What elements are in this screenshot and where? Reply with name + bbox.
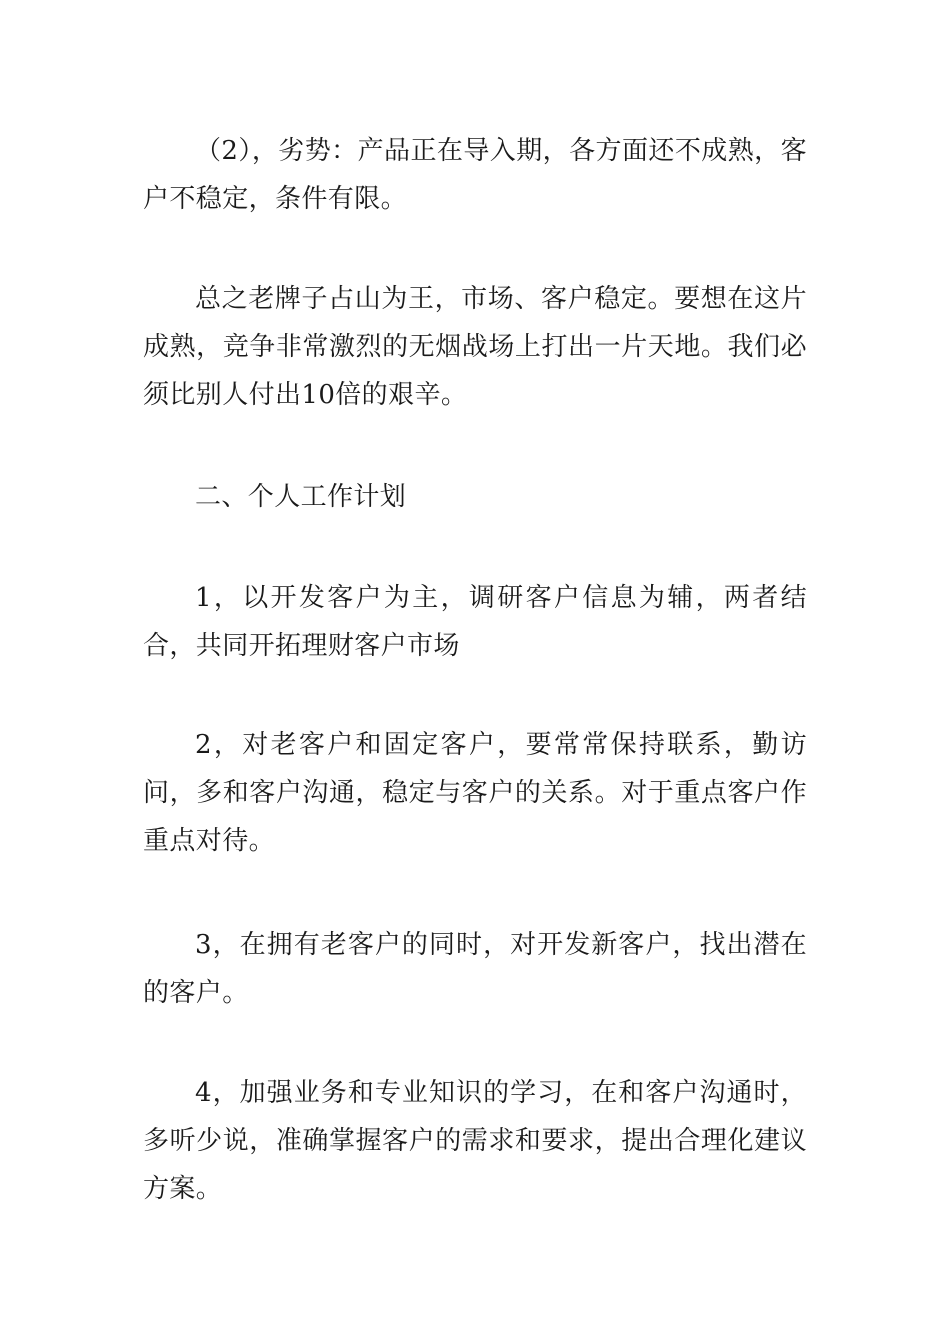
paragraph-plan-4: 4，加强业务和专业知识的学习，在和客户沟通时，多听少说，准确掌握客户的需求和要求，提出合理化建议方案。 — [143, 1078, 807, 1204]
paragraph-summary: 总之老牌子占山为王，市场、客户稳定。要想在这片成熟，竞争非常激烈的无烟战场上打出一片天地。我们必须比别人付出10倍的艰辛。 — [143, 284, 807, 410]
paragraph-plan-3: 3，在拥有老客户的同时，对开发新客户，找出潜在的客户。 — [143, 930, 807, 1008]
section-heading-work-plan: 二、个人工作计划 — [195, 482, 407, 512]
paragraph-weakness: （2），劣势：产品正在导入期，各方面还不成熟，客户不稳定，条件有限。 — [143, 136, 807, 214]
paragraph-plan-1: 1，以开发客户为主，调研客户信息为辅，两者结合，共同开拓理财客户市场 — [143, 583, 807, 661]
paragraph-plan-2: 2，对老客户和固定客户，要常常保持联系，勤访问，多和客户沟通，稳定与客户的关系。对于重点客户作重点对待。 — [143, 730, 807, 856]
